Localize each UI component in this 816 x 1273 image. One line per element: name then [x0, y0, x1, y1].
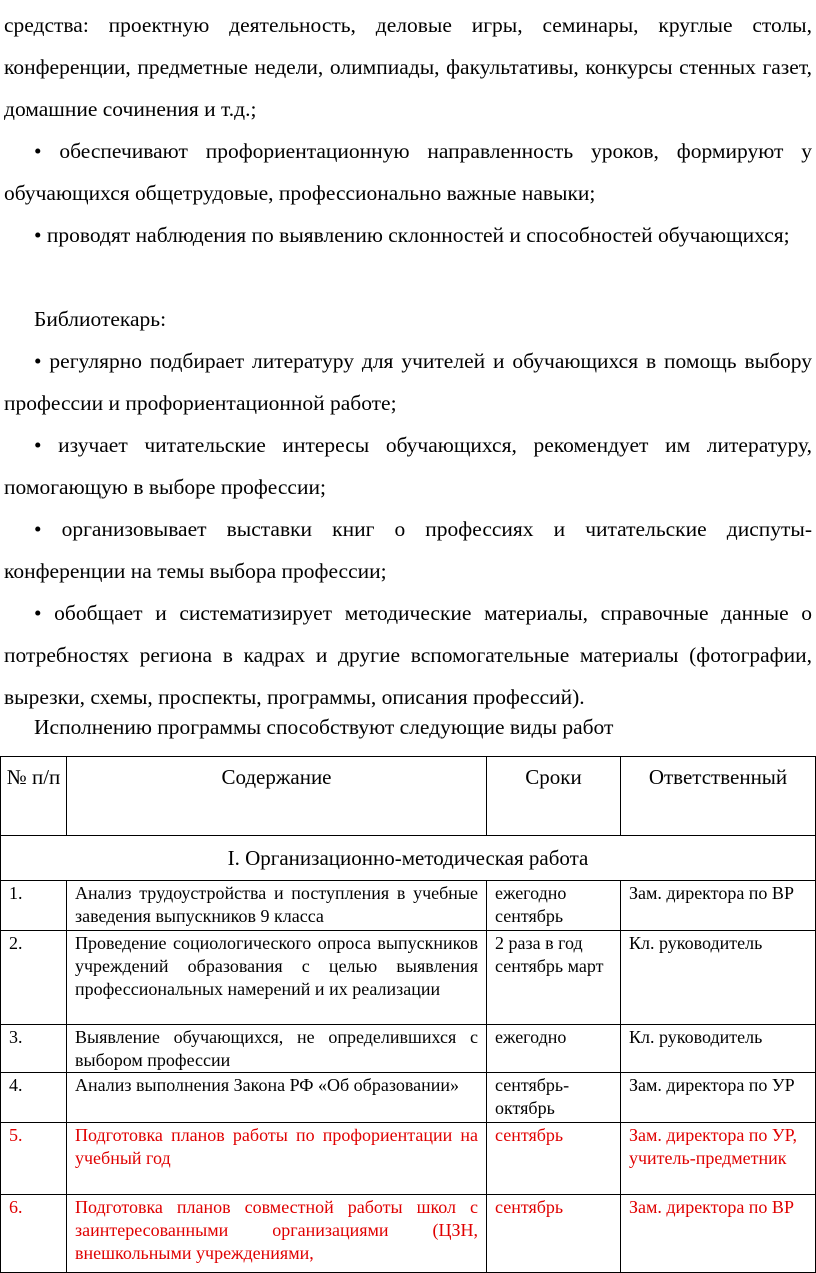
- row-content: Проведение социологического опроса выпускников учреждений образования с целью выявления профессиональных намерений и их реализации: [67, 931, 487, 1025]
- table-row: [1, 881, 816, 931]
- table-header-row: [1, 757, 816, 836]
- row-terms: 2 раза в год сентябрь март: [487, 931, 621, 1025]
- paragraph-literature: • регулярно подбирает литературу для учителей и обучающихся в помощь выбору профессии и профориентационной работе;: [4, 349, 812, 415]
- table-intro: Исполнению программы способствуют следующие виды работ: [34, 715, 614, 739]
- row-responsible: Зам. директора по УР, учитель-предметник: [621, 1123, 816, 1195]
- section-row: [1, 836, 816, 881]
- paragraph-reading-interests: • изучает читательские интересы обучающихся, рекомендует им литературу, помогающую в выборе профессии;: [4, 433, 812, 499]
- row-terms: сентябрь-октябрь: [487, 1073, 621, 1123]
- row-number: 2.: [1, 931, 67, 1025]
- row-number: 1.: [1, 881, 67, 931]
- header-responsible: Ответственный: [621, 757, 816, 836]
- row-number: 5.: [1, 1123, 67, 1195]
- row-content: Подготовка планов совместной работы школ с заинтересованными организациями (ЦЗН, внешкольными учреждениями,: [67, 1195, 487, 1273]
- paragraph-methods: средства: проектную деятельность, деловые игры, семинары, круглые столы, конференции, предметные недели, олимпиады, факультативы, конкурсы стенных газет, домашние сочинения и т.д.;: [4, 13, 812, 121]
- table-row: [1, 1025, 816, 1073]
- row-terms: ежегодно сентябрь: [487, 881, 621, 931]
- row-responsible: Кл. руководитель: [621, 931, 816, 1025]
- row-responsible: Зам. директора по УР: [621, 1073, 816, 1123]
- row-content: Анализ выполнения Закона РФ «Об образовании»: [67, 1073, 487, 1123]
- row-number: 4.: [1, 1073, 67, 1123]
- header-number: № п/п: [1, 757, 67, 836]
- paragraph-career-orientation: • обеспечивают профориентационную направленность уроков, формируют у обучающихся общетрудовые, профессионально важные навыки;: [4, 139, 812, 205]
- table-row: [1, 1073, 816, 1123]
- paragraph-observations: • проводят наблюдения по выявлению склонностей и способностей обучающихся;: [34, 223, 790, 247]
- row-responsible: Кл. руководитель: [621, 1025, 816, 1073]
- row-terms: ежегодно: [487, 1025, 621, 1073]
- row-number: 6.: [1, 1195, 67, 1273]
- row-content: Анализ трудоустройства и поступления в учебные заведения выпускников 9 класса: [67, 881, 487, 931]
- row-responsible: Зам. директора по ВР: [621, 881, 816, 931]
- row-number: 3.: [1, 1025, 67, 1073]
- row-terms: сентябрь: [487, 1195, 621, 1273]
- row-content: Подготовка планов работы по профориентации на учебный год: [67, 1123, 487, 1195]
- librarian-heading: Библиотекарь:: [34, 307, 167, 331]
- work-plan-table: [0, 756, 816, 1273]
- paragraph-materials: • обобщает и систематизирует методические материалы, справочные данные о потребностях региона в кадрах и другие вспомогательные материалы (фотографии, вырезки, схемы, проспекты, программы, описания профессий).: [4, 601, 812, 709]
- header-terms: Сроки: [487, 757, 621, 836]
- table-row: [1, 931, 816, 1025]
- row-responsible: Зам. директора по ВР: [621, 1195, 816, 1273]
- row-content: Выявление обучающихся, не определившихся с выбором профессии: [67, 1025, 487, 1073]
- header-content: Содержание: [67, 757, 487, 836]
- table-row-highlighted: [1, 1195, 816, 1273]
- row-terms: сентябрь: [487, 1123, 621, 1195]
- section-title: I. Организационно-методическая работа: [1, 836, 816, 881]
- table-row-highlighted: [1, 1123, 816, 1195]
- paragraph-exhibitions: • организовывает выставки книг о профессиях и читательские диспуты-конференции на темы выбора профессии;: [4, 517, 812, 583]
